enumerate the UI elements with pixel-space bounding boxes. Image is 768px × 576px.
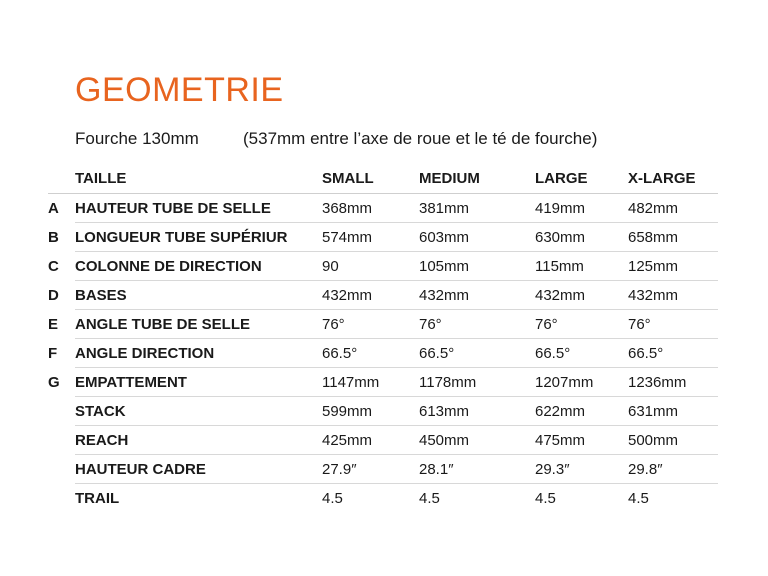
geometry-table — [48, 163, 718, 512]
row-label: LONGUEUR TUBE SUPÉRIUR — [75, 223, 322, 252]
row-label: ANGLE TUBE DE SELLE — [75, 310, 322, 339]
cell-xlarge: 631mm — [628, 397, 718, 426]
row-label: REACH — [75, 426, 322, 455]
cell-large: 419mm — [535, 194, 628, 223]
cell-medium: 76° — [419, 310, 535, 339]
row-label: HAUTEUR TUBE DE SELLE — [75, 194, 322, 223]
cell-xlarge: 29.8″ — [628, 455, 718, 484]
cell-large: 630mm — [535, 223, 628, 252]
table-row — [48, 194, 718, 223]
row-letter: F — [48, 344, 58, 362]
cell-small: 90 — [322, 252, 419, 281]
page-title: GEOMETRIE — [75, 71, 284, 109]
cell-xlarge: 1236mm — [628, 368, 718, 397]
row-letter: G — [48, 373, 60, 391]
cell-medium: 432mm — [419, 281, 535, 310]
row-letter: D — [48, 286, 59, 304]
row-label: BASES — [75, 281, 322, 310]
cell-medium: 603mm — [419, 223, 535, 252]
fork-subtitle — [75, 127, 597, 151]
row-label: TRAIL — [75, 489, 120, 507]
cell-large: 76° — [535, 310, 628, 339]
cell-large: 1207mm — [535, 368, 628, 397]
cell-xlarge: 66.5° — [628, 339, 718, 368]
row-letter: A — [48, 199, 59, 217]
cell-medium: 4.5 — [419, 489, 440, 507]
cell-medium: 450mm — [419, 426, 535, 455]
table-row — [48, 455, 718, 484]
cell-xlarge: 658mm — [628, 223, 718, 252]
table-row — [48, 281, 718, 310]
table-row — [48, 426, 718, 455]
row-letter — [48, 397, 75, 426]
row-label: EMPATTEMENT — [75, 368, 322, 397]
cell-xlarge: 4.5 — [628, 489, 649, 507]
table-row — [48, 397, 718, 426]
row-label: COLONNE DE DIRECTION — [75, 252, 322, 281]
cell-large: 29.3″ — [535, 455, 628, 484]
cell-xlarge: 76° — [628, 310, 718, 339]
cell-large: 432mm — [535, 281, 628, 310]
fork-note: (537mm entre l’axe de roue et le té de fourche) — [243, 129, 598, 148]
column-header-small: SMALL — [322, 163, 419, 194]
row-letter — [48, 484, 75, 513]
cell-small: 76° — [322, 310, 419, 339]
cell-xlarge: 500mm — [628, 426, 718, 455]
cell-medium: 1178mm — [419, 368, 535, 397]
cell-medium: 613mm — [419, 397, 535, 426]
row-label: HAUTEUR CADRE — [75, 455, 322, 484]
cell-small: 368mm — [322, 194, 419, 223]
cell-large: 115mm — [535, 252, 628, 281]
table-row — [48, 368, 718, 397]
table-row — [48, 484, 718, 513]
cell-small: 574mm — [322, 223, 419, 252]
cell-large: 66.5° — [535, 339, 628, 368]
cell-xlarge: 125mm — [628, 252, 718, 281]
row-label: ANGLE DIRECTION — [75, 339, 322, 368]
row-label: STACK — [75, 397, 322, 426]
cell-large: 475mm — [535, 426, 628, 455]
cell-medium: 105mm — [419, 252, 535, 281]
cell-medium: 66.5° — [419, 339, 535, 368]
table-header-row — [48, 163, 718, 194]
cell-medium: 28.1″ — [419, 455, 535, 484]
row-letter: B — [48, 228, 59, 246]
column-header-large: LARGE — [535, 163, 628, 194]
row-letter: E — [48, 315, 59, 333]
column-header-xlarge: X-LARGE — [628, 163, 718, 194]
table-row — [48, 223, 718, 252]
cell-small: 27.9″ — [322, 455, 419, 484]
cell-medium: 381mm — [419, 194, 535, 223]
letter-column-header — [48, 163, 75, 194]
row-letter — [48, 426, 75, 455]
cell-xlarge: 432mm — [628, 281, 718, 310]
cell-small: 4.5 — [322, 489, 343, 507]
cell-small: 66.5° — [322, 339, 419, 368]
cell-large: 622mm — [535, 397, 628, 426]
row-letter — [48, 455, 75, 484]
table-row — [48, 339, 718, 368]
cell-small: 432mm — [322, 281, 419, 310]
cell-small: 1147mm — [322, 368, 419, 397]
cell-small: 425mm — [322, 426, 419, 455]
column-header-size: TAILLE — [75, 163, 322, 194]
cell-large: 4.5 — [535, 489, 556, 507]
table-row — [48, 310, 718, 339]
cell-xlarge: 482mm — [628, 194, 718, 223]
column-header-medium: MEDIUM — [419, 163, 535, 194]
row-letter: C — [48, 257, 59, 275]
fork-length: Fourche 130mm — [75, 129, 199, 148]
cell-small: 599mm — [322, 397, 419, 426]
table-row — [48, 252, 718, 281]
geometry-table-body — [48, 194, 718, 513]
